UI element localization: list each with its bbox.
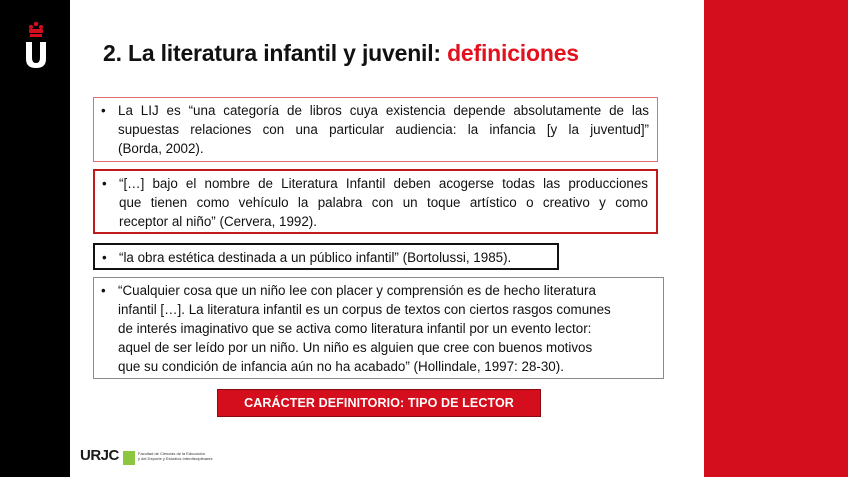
university-crest-icon (20, 20, 52, 70)
definition-line: (Borda, 2002). (118, 141, 204, 156)
bullet: • (102, 250, 107, 265)
definition-line: que su condición de infancia aún no ha acabado” (Hollindale, 1997: 28-30). (118, 359, 564, 374)
right-red-bar (704, 0, 848, 477)
urjc-brand: URJC (80, 447, 119, 464)
definition-line: “[…] bajo el nombre de Literatura Infantil deben acogerse todas las producciones (119, 176, 648, 191)
definition-borda (93, 97, 658, 162)
urjc-footer-logo (80, 447, 213, 471)
definition-line: “la obra estética destinada a un público infantil” (Bortolussi, 1985). (119, 250, 512, 265)
definition-line: supuestas relaciones con una particular audiencia: la infancia [y la juventud]” (118, 122, 649, 137)
definition-line: receptor al niño” (Cervera, 1992). (119, 214, 317, 229)
definition-line: “Cualquier cosa que un niño lee con placer y comprensión es de hecho literatura (118, 283, 596, 298)
definition-cervera (93, 169, 658, 234)
definition-line: que tienen como vehículo la palabra con un toque artístico o creativo y como (119, 195, 648, 210)
title-main: 2. La literatura infantil y juvenil: (103, 40, 448, 66)
left-black-bar (0, 0, 70, 477)
bullet: • (101, 103, 106, 118)
slide-title (103, 40, 579, 67)
definition-line: de interés imaginativo que se activa como literatura infantil por un evento lector: (118, 321, 592, 336)
definition-bortolussi (93, 243, 559, 270)
faculty-logo-icon (123, 451, 135, 465)
reader-type-badge: CARÁCTER DEFINITORIO: TIPO DE LECTOR (217, 389, 541, 417)
faculty-name: Facultad de Ciencias de la Educación y del Deporte y Estudios Interdisciplinares (138, 451, 213, 461)
title-accent: definiciones (447, 40, 579, 66)
bullet: • (102, 176, 107, 191)
definition-line: La LIJ es “una categoría de libros cuya existencia depende absolutamente de las (118, 103, 649, 118)
definition-hollindale (93, 277, 664, 379)
definition-line: aquel de ser leído por un niño. Un niño es alguien que cree con buenos motivos (118, 340, 593, 355)
bullet: • (101, 283, 106, 298)
definition-line: infantil […]. La literatura infantil es un corpus de textos con ciertos rasgos comunes (118, 302, 611, 317)
